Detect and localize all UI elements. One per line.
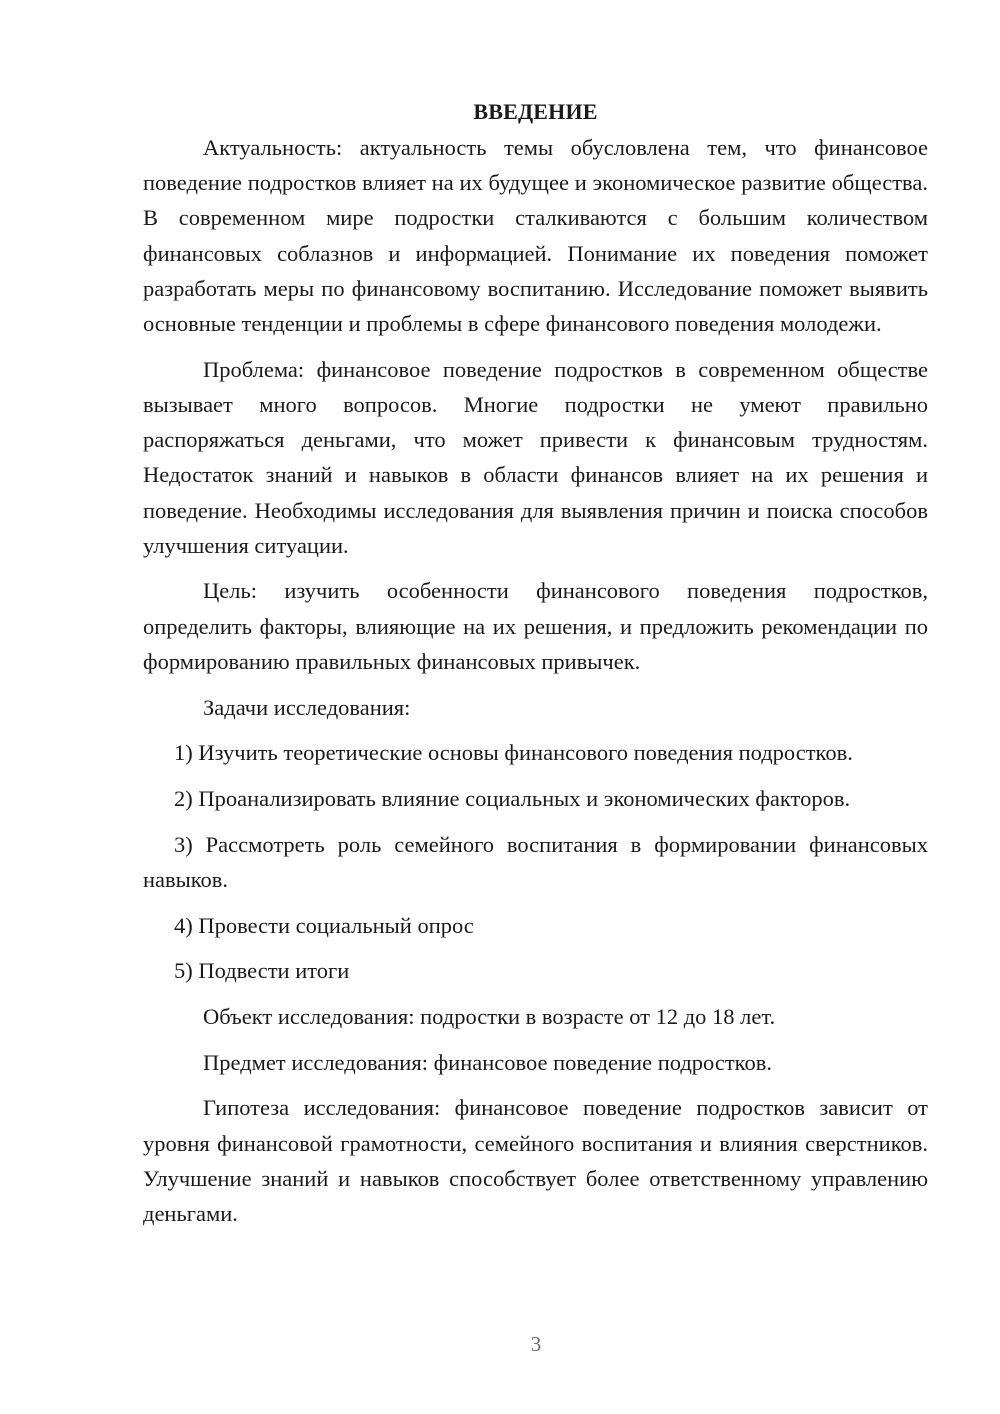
- paragraph-goal: Цель: изучить особенности финансового поведения подростков, определить факторы, влияющие на их решения, и предложить рекомендации по формированию правильных финансовых привычек.: [143, 578, 928, 674]
- page-title: ВВЕДЕНИЕ: [473, 99, 598, 124]
- list-item-task-1: 1) Изучить теоретические основы финансового поведения подростков.: [174, 740, 853, 766]
- paragraph-relevance: Актуальность: актуальность темы обусловлена тем, что финансовое поведение подростков влияет на их будущее и экономическое развитие общества. В современном мире подростки сталкиваются с большим количеством финансовых соблазнов и информацией. Понимание их поведения поможет разработать меры по финансовому воспитанию. Исследование поможет выявить основные тенденции и проблемы в сфере финансового поведения молодежи.: [143, 135, 928, 337]
- paragraph-subject: Предмет исследования: финансовое поведение подростков.: [203, 1049, 772, 1075]
- paragraph-hypothesis: Гипотеза исследования: финансовое поведение подростков зависит от уровня финансовой грамотности, семейного воспитания и влияния сверстников. Улучшение знаний и навыков способствует более ответственному управлению деньгами.: [143, 1095, 928, 1226]
- list-item-task-3: 3) Рассмотреть роль семейного воспитания в формировании финансовых навыков.: [143, 831, 928, 892]
- paragraph-problem: Проблема: финансовое поведение подростков в современном обществе вызывает много вопросов. Многие подростки не умеют правильно распоряжаться деньгами, что может привести к финансовым трудностям. Недостаток знаний и навыков в области финансов влияет на их решения и поведение. Необходимы исследования для выявления причин и поиска способов улучшения ситуации.: [143, 356, 928, 558]
- tasks-heading: Задачи исследования:: [203, 694, 411, 720]
- list-item-task-5: 5) Подвести итоги: [174, 958, 350, 984]
- page-content: [143, 94, 928, 1242]
- paragraph-object: Объект исследования: подростки в возрасте от 12 до 18 лет.: [203, 1003, 776, 1029]
- page-number: 3: [530, 1332, 542, 1356]
- list-item-task-4: 4) Провести социальный опрос: [174, 912, 474, 938]
- list-item-task-2: 2) Проанализировать влияние социальных и экономических факторов.: [174, 785, 851, 811]
